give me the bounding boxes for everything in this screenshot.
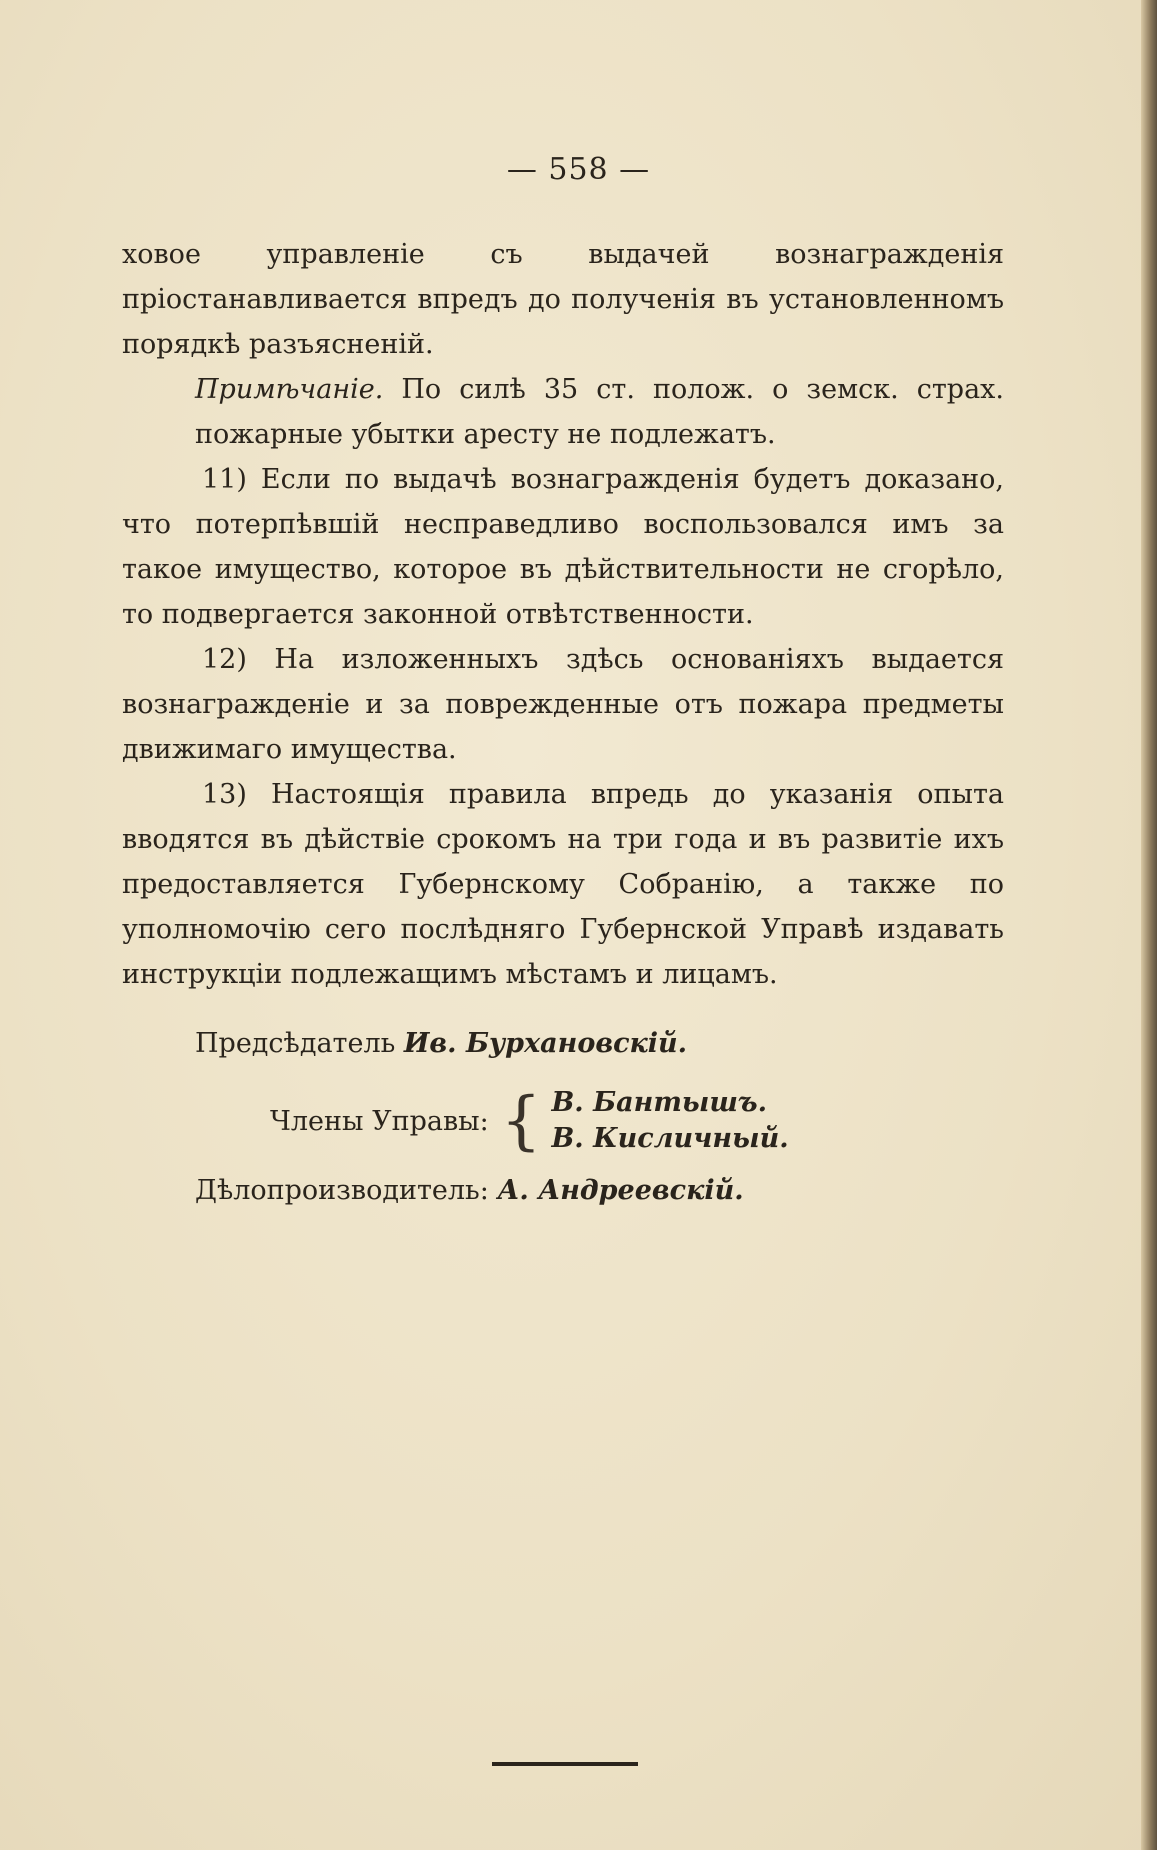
note-label: Примѣчаніе. bbox=[195, 374, 384, 405]
members-label: Члены Управы: bbox=[270, 1105, 489, 1137]
chairman-signature bbox=[0, 1028, 1157, 1059]
page-number: — 558 — bbox=[506, 152, 651, 187]
clerk-name: А. Андреевскій. bbox=[497, 1175, 744, 1206]
page-edge-shadow bbox=[1141, 0, 1157, 1850]
members-names bbox=[551, 1085, 788, 1157]
members-signature bbox=[270, 1085, 870, 1157]
paragraph-12: 12) На изложенныхъ здѣсь основаніяхъ выдается вознагражденіе и за поврежденные отъ пожара предметы движимаго имущества. bbox=[122, 644, 1004, 765]
chairman-label: Предсѣдатель bbox=[195, 1028, 396, 1059]
member-name-1: В. Бантышъ. bbox=[551, 1087, 767, 1118]
end-rule bbox=[492, 1762, 638, 1766]
paragraph-13: 13) Настоящія правила впредь до указанія опыта вводятся въ дѣйствіе срокомъ на три года и въ развитіе ихъ предоставляется Губернскому Собранію, а также по уполномочію сего послѣдняго Губернской Управѣ издавать инструкціи подлежащимъ мѣстамъ и лицамъ. bbox=[122, 779, 1004, 990]
paragraph-continuation: ховое управленіе съ выдачей вознагражденія пріостанавливается впредъ до полученія въ установленномъ порядкѣ разъясненій. bbox=[122, 239, 1004, 360]
chairman-name: Ив. Бурхановскій. bbox=[403, 1028, 688, 1059]
paragraph-11: 11) Если по выдачѣ вознагражденія будетъ доказано, что потерпѣвшій несправедливо воспользовался имъ за такое имущество, которое въ дѣйствительности не сгорѣло, то подвергается законной отвѣтственности. bbox=[122, 464, 1004, 630]
note-text: По силѣ 35 ст. полож. о земск. страх. пожарные убытки аресту не подлежатъ. bbox=[195, 374, 1004, 450]
body-text bbox=[122, 232, 1004, 997]
member-name-2: В. Кисличный. bbox=[551, 1123, 789, 1154]
note-paragraph bbox=[122, 367, 1004, 457]
brace-symbol: { bbox=[500, 1084, 542, 1158]
clerk-signature bbox=[0, 1175, 1157, 1206]
clerk-label: Дѣлопроизводитель: bbox=[195, 1175, 489, 1206]
